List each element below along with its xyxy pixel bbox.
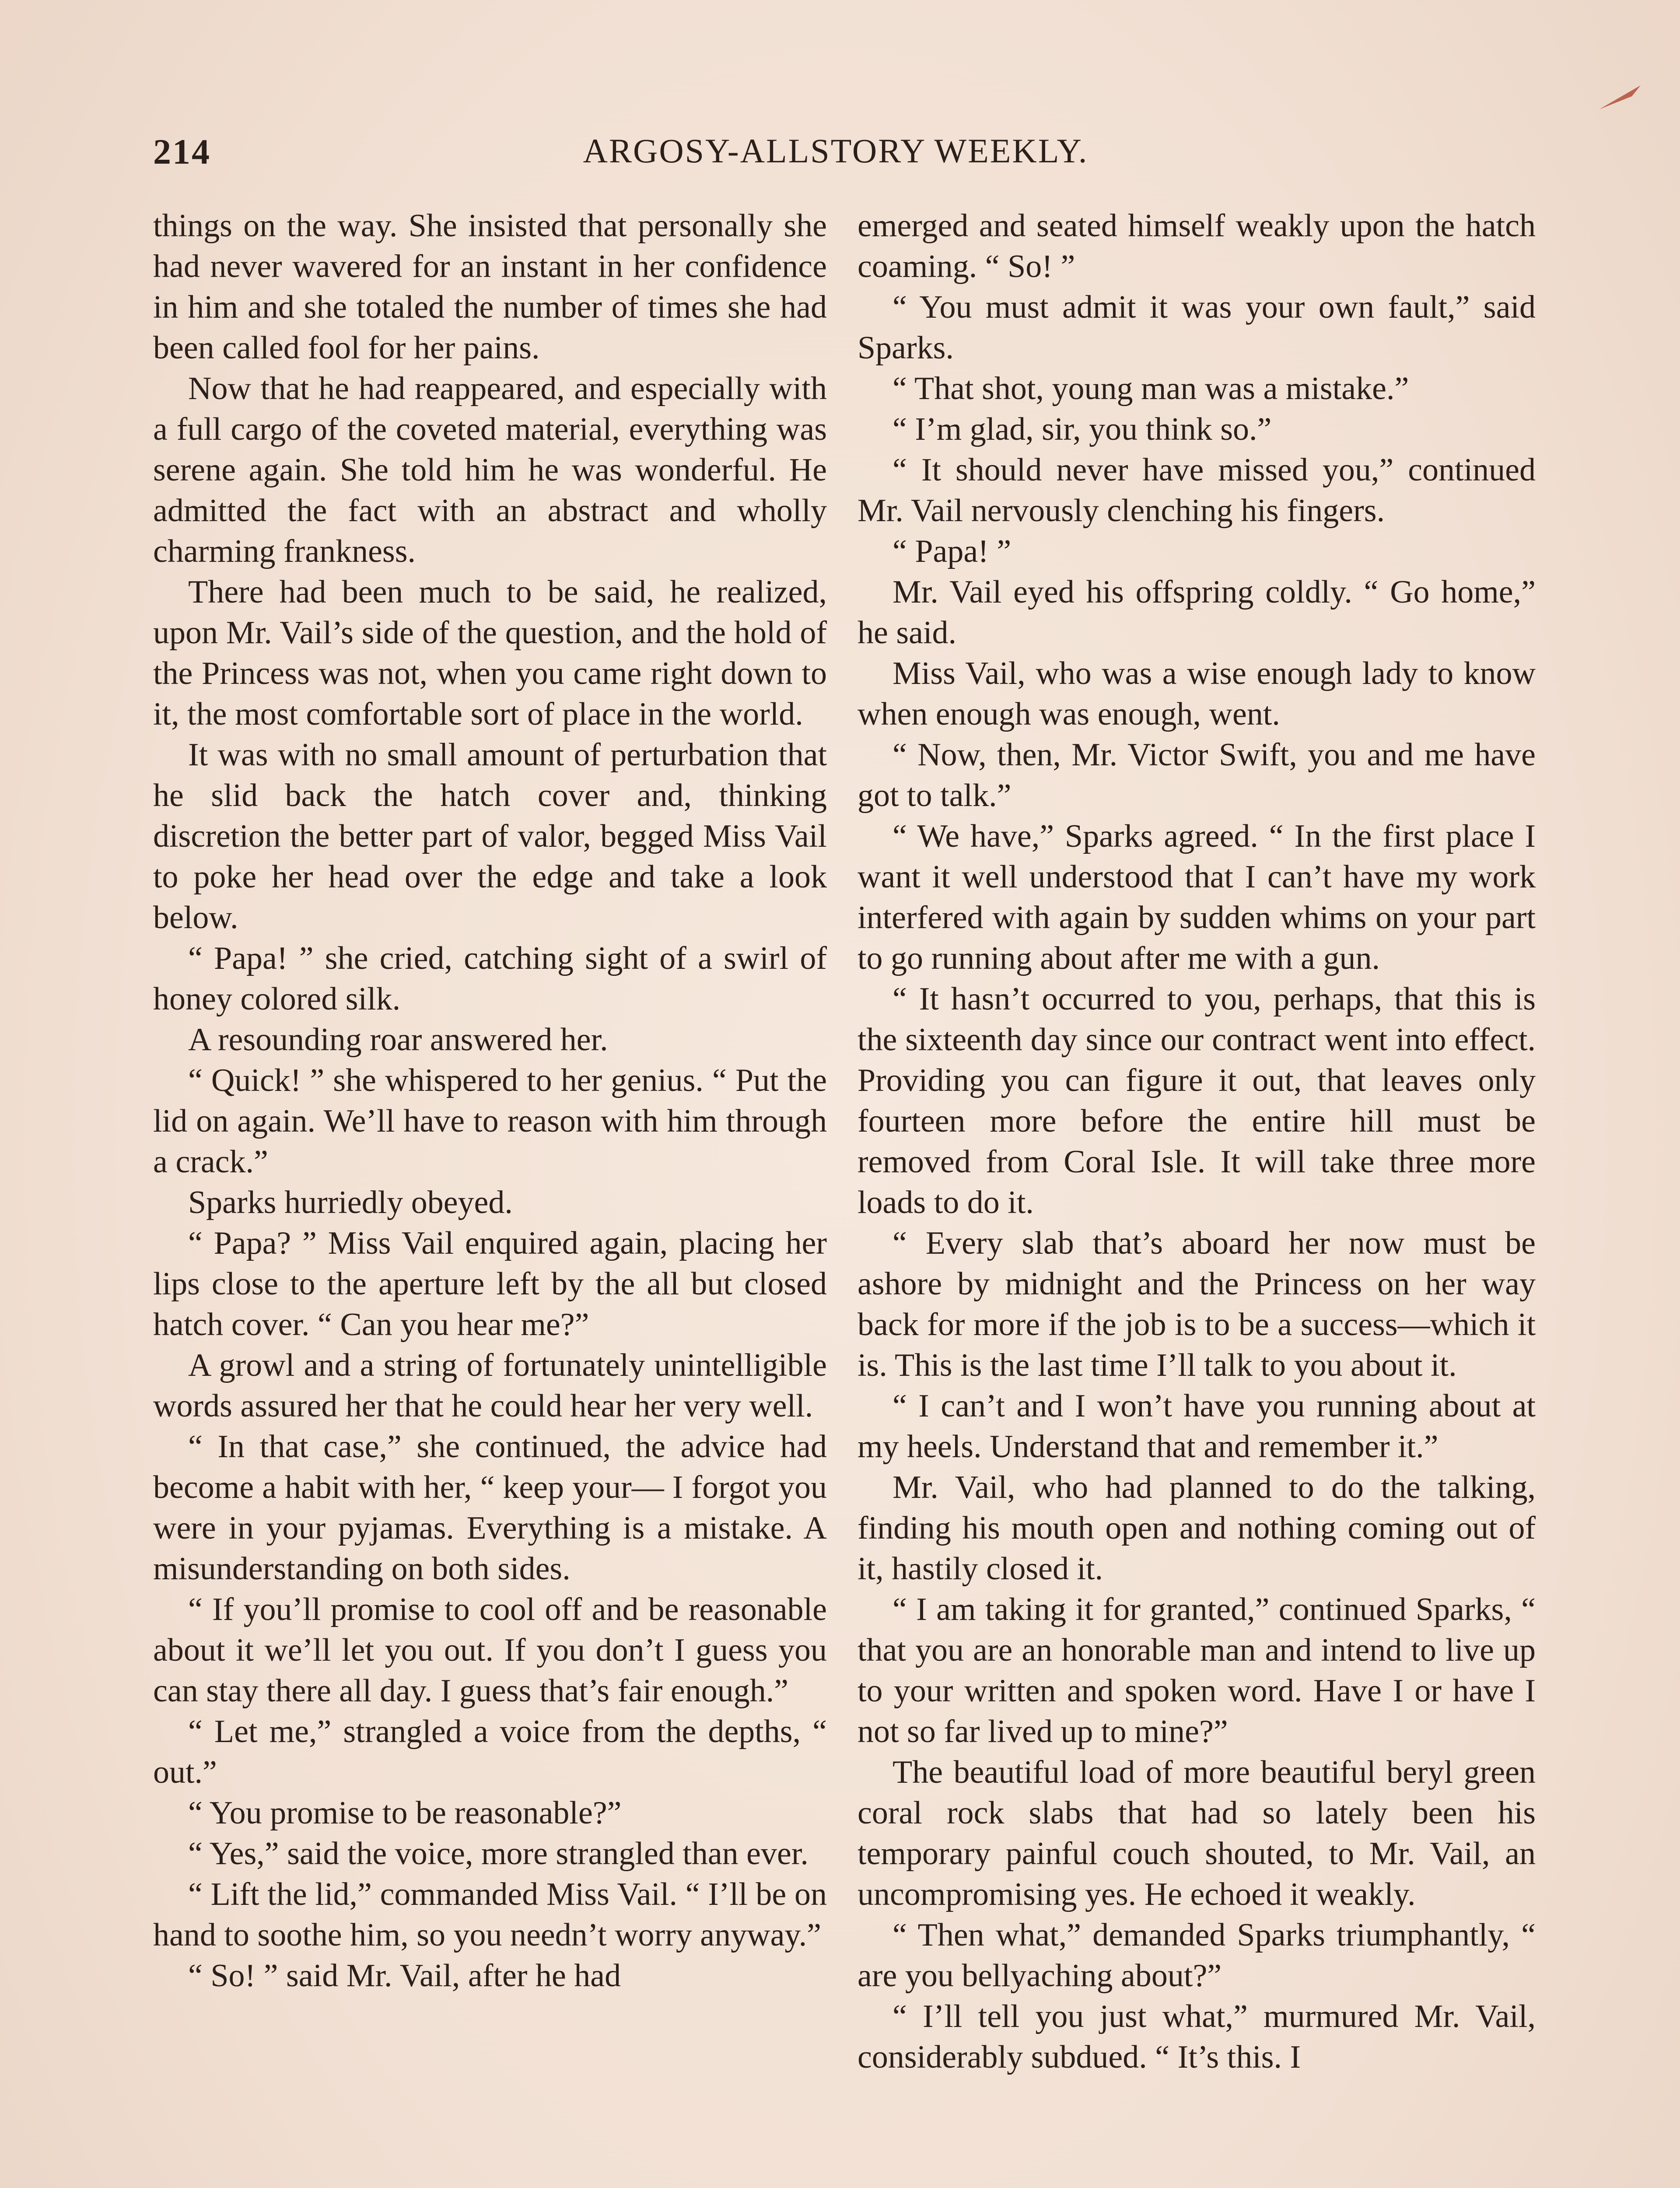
paragraph: “ If you’ll promise to cool off and be reasonable about it we’ll let you out. If you don’t I guess you can stay there all day. I guess that’s fair enough.” bbox=[153, 1592, 827, 1709]
paragraph: Sparks hurriedly obeyed. bbox=[188, 1185, 513, 1220]
paragraph: “ Then what,” demanded Sparks triumphantly, “ are you bellyaching about?” bbox=[858, 1917, 1536, 1994]
paragraph: “ Every slab that’s aboard her now must be ashore by midnight and the Princess on her way back for more if the job is to be a success—which it is. This is the last time I’ll talk to you about it. bbox=[858, 1225, 1536, 1383]
paragraph: There had been much to be said, he realized, upon Mr. Vail’s side of the question, and the hold of the Princess was not, when you came right down to it, the most comfortable sort of place in the world. bbox=[153, 574, 827, 732]
paragraph: “ Now, then, Mr. Victor Swift, you and me have got to talk.” bbox=[858, 737, 1536, 813]
paragraph: things on the way. She insisted that personally she had never wavered for an instant in her confidence in him and she totaled the number of times she had been called fool for her pains. bbox=[153, 208, 827, 366]
paragraph: “ In that case,” she continued, the advice had become a habit with her, “ keep your— I forgot you were in your pyjamas. Everything is a mistake. A misunderstanding on both sides. bbox=[153, 1429, 827, 1587]
paragraph: “ It should never have missed you,” continued Mr. Vail nervously clenching his fingers. bbox=[858, 452, 1536, 529]
paragraph: “ Let me,” strangled a voice from the depths, “ out.” bbox=[153, 1714, 827, 1790]
paragraph: “ You promise to be reasonable?” bbox=[188, 1795, 622, 1831]
paragraph: A growl and a string of fortunately unintelligible words assured her that he could hear her very well. bbox=[153, 1347, 827, 1424]
right-text-column bbox=[858, 206, 1536, 2078]
paragraph: “ Quick! ” she whispered to her genius. “ Put the lid on again. We’ll have to reason with him through a crack.” bbox=[153, 1062, 827, 1180]
paragraph: emerged and seated himself weakly upon the hatch coaming. “ So! ” bbox=[858, 208, 1536, 284]
paragraph: “ It hasn’t occurred to you, perhaps, that this is the sixteenth day since our contract went into effect. Providing you can figure it out, that leaves only fourteen more before the entire hill must be removed from Coral Isle. It will take three more loads to do it. bbox=[858, 981, 1536, 1220]
page-number: 214 bbox=[153, 132, 211, 172]
paragraph: It was with no small amount of perturbation that he slid back the hatch cover and, thinking discretion the better part of valor, begged Miss Vail to poke her head over the edge and take a look below. bbox=[153, 737, 827, 936]
paragraph: “ I am taking it for granted,” continued Sparks, “ that you are an honorable man and intend to live up to your written and spoken word. Have I or have I not so far lived up to mine?” bbox=[858, 1592, 1536, 1750]
paragraph: “ Lift the lid,” commanded Miss Vail. “ I’ll be on hand to soothe him, so you needn’t worry anyway.” bbox=[153, 1876, 827, 1953]
paragraph: “ Papa! ” she cried, catching sight of a swirl of honey colored silk. bbox=[153, 940, 827, 1017]
paragraph: Miss Vail, who was a wise enough lady to know when enough was enough, went. bbox=[858, 656, 1536, 732]
paragraph: The beautiful load of more beautiful beryl green coral rock slabs that had so lately been his temporary painful couch shouted, to Mr. Vail, an uncompromising yes. He echoed it weakly. bbox=[858, 1754, 1536, 1912]
pencil-mark-icon bbox=[1597, 79, 1645, 114]
page-header bbox=[153, 123, 1518, 184]
paragraph: “ You must admit it was your own fault,” said Sparks. bbox=[858, 289, 1536, 366]
left-text-column bbox=[153, 206, 827, 1996]
paragraph: “ We have,” Sparks agreed. “ In the first place I want it well understood that I can’t have my work interfered with again by sudden whims on your part to go running about after me with a gun. bbox=[858, 818, 1536, 976]
paragraph: “ Papa? ” Miss Vail enquired again, placing her lips close to the aperture left by the all but closed hatch cover. “ Can you hear me?” bbox=[153, 1225, 827, 1343]
paragraph: Mr. Vail eyed his offspring coldly. “ Go home,” he said. bbox=[858, 574, 1536, 651]
paragraph: “ Papa! ” bbox=[892, 533, 1012, 569]
paragraph: “ So! ” said Mr. Vail, after he had bbox=[188, 1958, 621, 1994]
paragraph: “ I’ll tell you just what,” murmured Mr. Vail, considerably subdued. “ It’s this. I bbox=[858, 1999, 1536, 2075]
paragraph: Now that he had reappeared, and especially with a full cargo of the coveted material, everything was serene again. She told him he was wonderful. He admitted the fact with an abstract and wholly charming frankness. bbox=[153, 371, 827, 569]
paragraph: “ Yes,” said the voice, more strangled than ever. bbox=[188, 1836, 808, 1872]
paragraph: A resounding roar answered her. bbox=[188, 1022, 608, 1058]
paragraph: Mr. Vail, who had planned to do the talking, finding his mouth open and nothing coming out of it, hastily closed it. bbox=[858, 1469, 1536, 1587]
running-title: ARGOSY-ALLSTORY WEEKLY. bbox=[583, 132, 1088, 170]
paragraph: “ I’m glad, sir, you think so.” bbox=[892, 411, 1272, 447]
paragraph: “ That shot, young man was a mistake.” bbox=[892, 371, 1409, 407]
paragraph: “ I can’t and I won’t have you running about at my heels. Understand that and remember it.” bbox=[858, 1388, 1536, 1465]
